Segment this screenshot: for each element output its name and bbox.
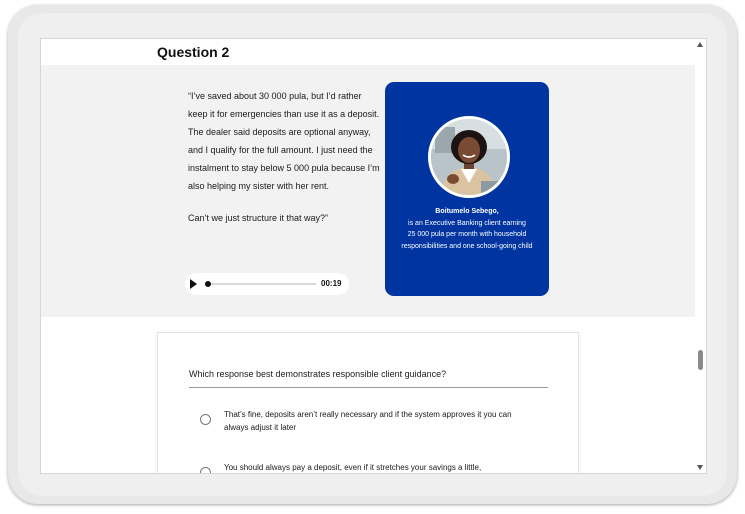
- answer-option-label: You should always pay a deposit, even if it stretches your savings a little,: [224, 463, 482, 472]
- client-description-line: is an Executive Banking client earning: [408, 219, 526, 227]
- client-quote: [188, 87, 380, 227]
- client-description-line: 25 000 pula per month with household: [407, 231, 527, 238]
- play-icon[interactable]: [190, 279, 197, 289]
- client-portrait-icon: [431, 119, 507, 195]
- page-title: Question 2: [157, 44, 230, 60]
- scroll-up-arrow-icon[interactable]: [697, 42, 703, 47]
- page-content: [41, 39, 695, 473]
- screen: [40, 38, 707, 474]
- scrollbar[interactable]: [695, 39, 706, 473]
- divider: [189, 387, 548, 388]
- quote-paragraph: “I’ve saved about 30 000 pula, but I’d rather keep it for emergencies than use it as a deposit. The dealer said deposits are optional anyway, and I qualify for the full amount. I just need the instalment to stay below 5 000 pula because I’m also helping my sister with her rent.: [188, 91, 380, 191]
- quote-paragraph: Can’t we just structure it that way?”: [188, 213, 329, 223]
- question-header: [41, 39, 695, 65]
- audio-progress-handle[interactable]: [205, 281, 211, 287]
- audio-progress-track[interactable]: [206, 283, 316, 285]
- scroll-down-arrow-icon[interactable]: [697, 465, 703, 470]
- client-profile-description: [389, 206, 545, 252]
- client-profile-card: [385, 82, 549, 296]
- answer-option-label: That’s fine, deposits aren’t really necessary and if the system approves it you can always adjust it later: [224, 410, 512, 432]
- audio-time: 00:19: [321, 279, 342, 288]
- scrollbar-thumb[interactable]: [698, 350, 703, 370]
- question-card: [157, 332, 579, 473]
- client-name: Boitumelo Sebego,: [435, 208, 499, 215]
- question-prompt: Which response best demonstrates responsible client guidance?: [189, 369, 447, 379]
- radio-button[interactable]: [200, 467, 211, 473]
- avatar: [428, 116, 510, 198]
- audio-player: [185, 273, 349, 295]
- radio-button[interactable]: [200, 414, 211, 425]
- client-description-line: responsibilities and one school-going child: [401, 242, 533, 250]
